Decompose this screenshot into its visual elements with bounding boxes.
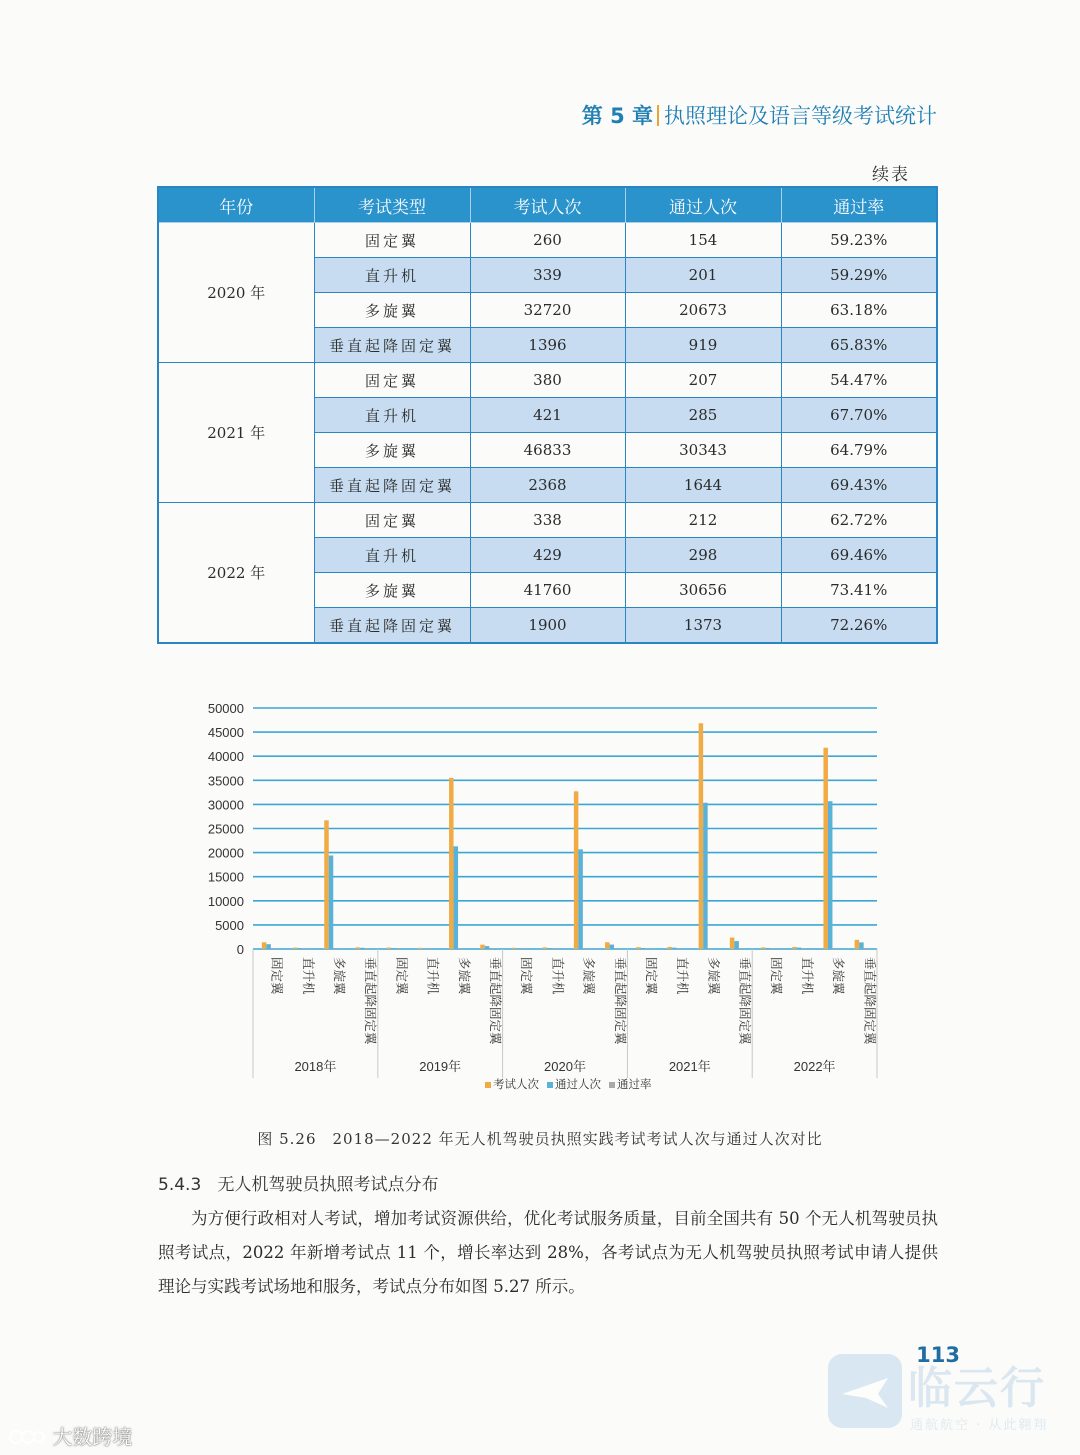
pass-rate-cell: 54.47% (781, 363, 937, 398)
group-label: 2019年 (419, 1059, 462, 1074)
bar-exams (699, 723, 704, 949)
bar-passed (734, 941, 739, 949)
bar-passed (298, 948, 303, 949)
bar-passed (454, 846, 459, 949)
category-tick-label: 多旋翼 (706, 957, 721, 995)
category-tick-label: 垂直起降固定翼 (862, 957, 877, 1045)
legend-label: 通过人次 (555, 1079, 601, 1091)
bar-pass-rate (770, 948, 775, 949)
bar-exams (605, 942, 610, 949)
pass-count-cell: 919 (625, 328, 781, 363)
bar-exams (667, 947, 672, 949)
pass-count-cell: 30343 (625, 433, 781, 468)
category-tick-label: 垂直起降固定翼 (737, 957, 752, 1045)
exam-type-cell: 直升机 (314, 538, 470, 573)
bar-exams (761, 947, 766, 949)
y-tick-label: 30000 (207, 797, 244, 813)
column-header-year: 年份 (158, 187, 314, 223)
section-heading (158, 1170, 438, 1195)
section-number: 5.4.3 (158, 1175, 202, 1195)
bar-pass-rate (271, 948, 276, 949)
legend-label: 通过率 (617, 1079, 652, 1091)
bar-passed (329, 855, 334, 949)
category-tick-label: 直升机 (425, 957, 440, 995)
chapter-title: 执照理论及语言等级考试统计 (664, 104, 937, 128)
category-tick-label: 多旋翼 (332, 957, 346, 995)
chapter-header (582, 100, 937, 130)
exam-comparison-chart (195, 695, 895, 1105)
y-tick-label: 40000 (207, 749, 244, 765)
bar-pass-rate (302, 948, 307, 949)
category-tick-label: 垂直起降固定翼 (363, 957, 378, 1045)
bar-pass-rate (614, 948, 619, 949)
exam-type-cell: 多旋翼 (314, 573, 470, 608)
bar-pass-rate (832, 948, 837, 949)
exam-count-cell: 1900 (470, 608, 625, 644)
chart-svg (195, 695, 895, 1105)
group-label: 2022年 (793, 1059, 836, 1074)
bar-pass-rate (801, 948, 806, 949)
pass-rate-cell: 64.79% (781, 433, 937, 468)
source-watermark (8, 1421, 132, 1450)
pass-count-cell: 30656 (625, 573, 781, 608)
exam-type-cell: 直升机 (314, 258, 470, 293)
chapter-number: 第 5 章 (581, 104, 653, 128)
exam-count-cell: 46833 (470, 433, 625, 468)
pass-rate-cell: 67.70% (781, 398, 937, 433)
header-divider (657, 105, 659, 126)
column-header-exams: 考试人次 (470, 187, 625, 223)
bar-exams (855, 940, 860, 949)
pass-count-cell: 298 (625, 538, 781, 573)
continued-label: 续表 (872, 165, 910, 185)
category-tick-label: 直升机 (550, 957, 565, 995)
category-tick-label: 多旋翼 (456, 957, 471, 995)
column-header-type: 考试类型 (314, 187, 470, 223)
category-tick-label: 固定翼 (519, 957, 534, 995)
bar-passed (391, 948, 396, 949)
exam-stats-table (157, 186, 938, 644)
exam-count-cell: 429 (470, 538, 625, 573)
pass-count-cell: 207 (625, 363, 781, 398)
bar-exams (355, 947, 360, 949)
group-label: 2020年 (544, 1059, 586, 1074)
bar-pass-rate (583, 948, 588, 949)
bar-pass-rate (333, 948, 338, 949)
legend-swatch (485, 1082, 491, 1088)
pass-count-cell: 212 (625, 503, 781, 538)
page-number: 113 (916, 1343, 960, 1367)
category-tick-label: 多旋翼 (831, 957, 846, 995)
group-label: 2021年 (668, 1059, 711, 1074)
exam-type-cell: 垂直起降固定翼 (314, 608, 470, 644)
bar-exams (730, 938, 735, 949)
bar-exams (293, 948, 298, 949)
bar-pass-rate (427, 948, 432, 949)
bar-passed (641, 948, 646, 949)
y-tick-label: 45000 (207, 725, 244, 741)
exam-type-cell: 固定翼 (314, 223, 470, 258)
exam-count-cell: 421 (470, 398, 625, 433)
bar-passed (266, 944, 271, 949)
bar-passed (578, 849, 583, 949)
bar-pass-rate (552, 948, 557, 949)
bar-pass-rate (489, 948, 494, 949)
bar-exams (324, 820, 329, 949)
exam-count-cell: 2368 (470, 468, 625, 503)
exam-count-cell: 339 (470, 258, 625, 293)
pass-rate-cell: 59.29% (781, 258, 937, 293)
table-row (158, 363, 937, 398)
pass-rate-cell: 63.18% (781, 293, 937, 328)
watermark-source-text: 大数跨境 (52, 1425, 133, 1449)
bar-exams (636, 947, 641, 949)
pass-count-cell: 1373 (625, 608, 781, 644)
chat-logo-icon (8, 1427, 46, 1445)
year-cell: 2021 年 (158, 363, 314, 503)
group-label: 2018年 (294, 1059, 337, 1074)
bar-passed (703, 803, 708, 949)
exam-count-cell: 338 (470, 503, 625, 538)
pass-count-cell: 285 (625, 398, 781, 433)
category-tick-label: 固定翼 (644, 957, 658, 995)
bar-exams (387, 948, 392, 949)
y-tick-label: 25000 (207, 821, 244, 837)
pass-rate-cell: 62.72% (781, 503, 937, 538)
bar-passed (610, 945, 615, 949)
section-title: 无人机驾驶员执照考试点分布 (217, 1175, 439, 1195)
y-tick-label: 5000 (215, 917, 244, 933)
bar-passed (422, 948, 427, 949)
category-tick-label: 垂直起降固定翼 (488, 957, 502, 1045)
plane-logo-icon (828, 1354, 902, 1428)
watermark-brand: 临云行 (908, 1363, 1046, 1414)
pass-rate-cell: 73.41% (781, 573, 937, 608)
category-tick-label: 直升机 (800, 957, 814, 995)
table-row (158, 223, 937, 258)
category-tick-label: 直升机 (300, 957, 315, 995)
year-cell: 2020 年 (158, 223, 314, 363)
legend-swatch (547, 1082, 553, 1088)
exam-type-cell: 垂直起降固定翼 (314, 468, 470, 503)
bar-pass-rate (458, 948, 463, 949)
column-header-passed: 通过人次 (625, 187, 781, 223)
exam-count-cell: 41760 (470, 573, 625, 608)
y-tick-label: 15000 (207, 869, 244, 885)
bar-passed (547, 948, 552, 949)
body-paragraph: 为方便行政相对人考试，增加考试资源供给，优化考试服务质量，目前全国共有 50 个无人机驾驶员执照考试点，2022 年新增考试点 11 个，增长率达到 28%，各考试点为无人机驾驶员执照考试申请人提供理论与实践考试场地和服务，考试点分布如图 5.27 所示。 (158, 1209, 938, 1296)
bar-passed (485, 946, 490, 949)
exam-type-cell: 垂直起降固定翼 (314, 328, 470, 363)
pass-count-cell: 1644 (625, 468, 781, 503)
category-tick-label: 固定翼 (394, 957, 409, 995)
y-tick-label: 35000 (207, 773, 244, 789)
exam-type-cell: 固定翼 (314, 363, 470, 398)
legend-label: 考试人次 (493, 1079, 539, 1091)
bar-exams (449, 778, 454, 949)
exam-count-cell: 380 (470, 363, 625, 398)
pass-rate-cell: 65.83% (781, 328, 937, 363)
pass-count-cell: 201 (625, 258, 781, 293)
pass-rate-cell: 69.43% (781, 468, 937, 503)
pass-rate-cell: 59.23% (781, 223, 937, 258)
exam-type-cell: 直升机 (314, 398, 470, 433)
bar-pass-rate (864, 948, 869, 949)
bar-passed (766, 948, 771, 949)
bar-exams (823, 748, 828, 949)
y-tick-label: 50000 (207, 701, 244, 716)
bar-exams (418, 948, 423, 949)
bar-pass-rate (645, 948, 650, 949)
bar-exams (543, 947, 548, 949)
category-tick-label: 固定翼 (269, 957, 284, 995)
pass-rate-cell: 72.26% (781, 608, 937, 644)
y-tick-label: 10000 (207, 893, 244, 909)
figure-caption: 图 5.26 2018—2022 年无人机驾驶员执照实践考试考试人次与通过人次对比 (257, 1130, 823, 1148)
table-header-row (158, 187, 937, 223)
bar-exams (574, 791, 579, 949)
pass-count-cell: 154 (625, 223, 781, 258)
exam-count-cell: 32720 (470, 293, 625, 328)
exam-count-cell: 1396 (470, 328, 625, 363)
bar-pass-rate (739, 948, 744, 949)
bar-pass-rate (396, 948, 401, 949)
bar-passed (672, 948, 677, 949)
exam-type-cell: 固定翼 (314, 503, 470, 538)
bar-pass-rate (520, 948, 525, 949)
bar-pass-rate (708, 948, 713, 949)
table-body (158, 223, 937, 644)
bar-exams (511, 948, 516, 949)
bar-passed (859, 942, 864, 949)
bar-exams (792, 947, 797, 949)
bar-passed (828, 801, 833, 949)
bar-pass-rate (364, 948, 369, 949)
column-header-rate: 通过率 (781, 187, 937, 223)
bar-passed (797, 948, 802, 949)
y-tick-label: 20000 (207, 845, 244, 861)
bar-exams (480, 945, 485, 949)
table-row (158, 503, 937, 538)
exam-type-cell: 多旋翼 (314, 433, 470, 468)
category-tick-label: 多旋翼 (581, 957, 596, 995)
legend-swatch (609, 1082, 615, 1088)
category-tick-label: 固定翼 (768, 957, 783, 995)
year-cell: 2022 年 (158, 503, 314, 644)
bar-pass-rate (676, 948, 681, 949)
watermark-subtitle: 通航航空 · 从此翱翔 (910, 1418, 1049, 1433)
brand-watermark (828, 1352, 1068, 1442)
exam-count-cell: 260 (470, 223, 625, 258)
category-tick-label: 垂直起降固定翼 (612, 957, 627, 1045)
bar-passed (516, 948, 521, 949)
bar-exams (262, 942, 267, 949)
pass-rate-cell: 69.46% (781, 538, 937, 573)
pass-count-cell: 20673 (625, 293, 781, 328)
y-tick-label: 0 (236, 942, 244, 957)
exam-type-cell: 多旋翼 (314, 293, 470, 328)
bar-passed (360, 948, 365, 949)
category-tick-label: 直升机 (675, 957, 690, 995)
